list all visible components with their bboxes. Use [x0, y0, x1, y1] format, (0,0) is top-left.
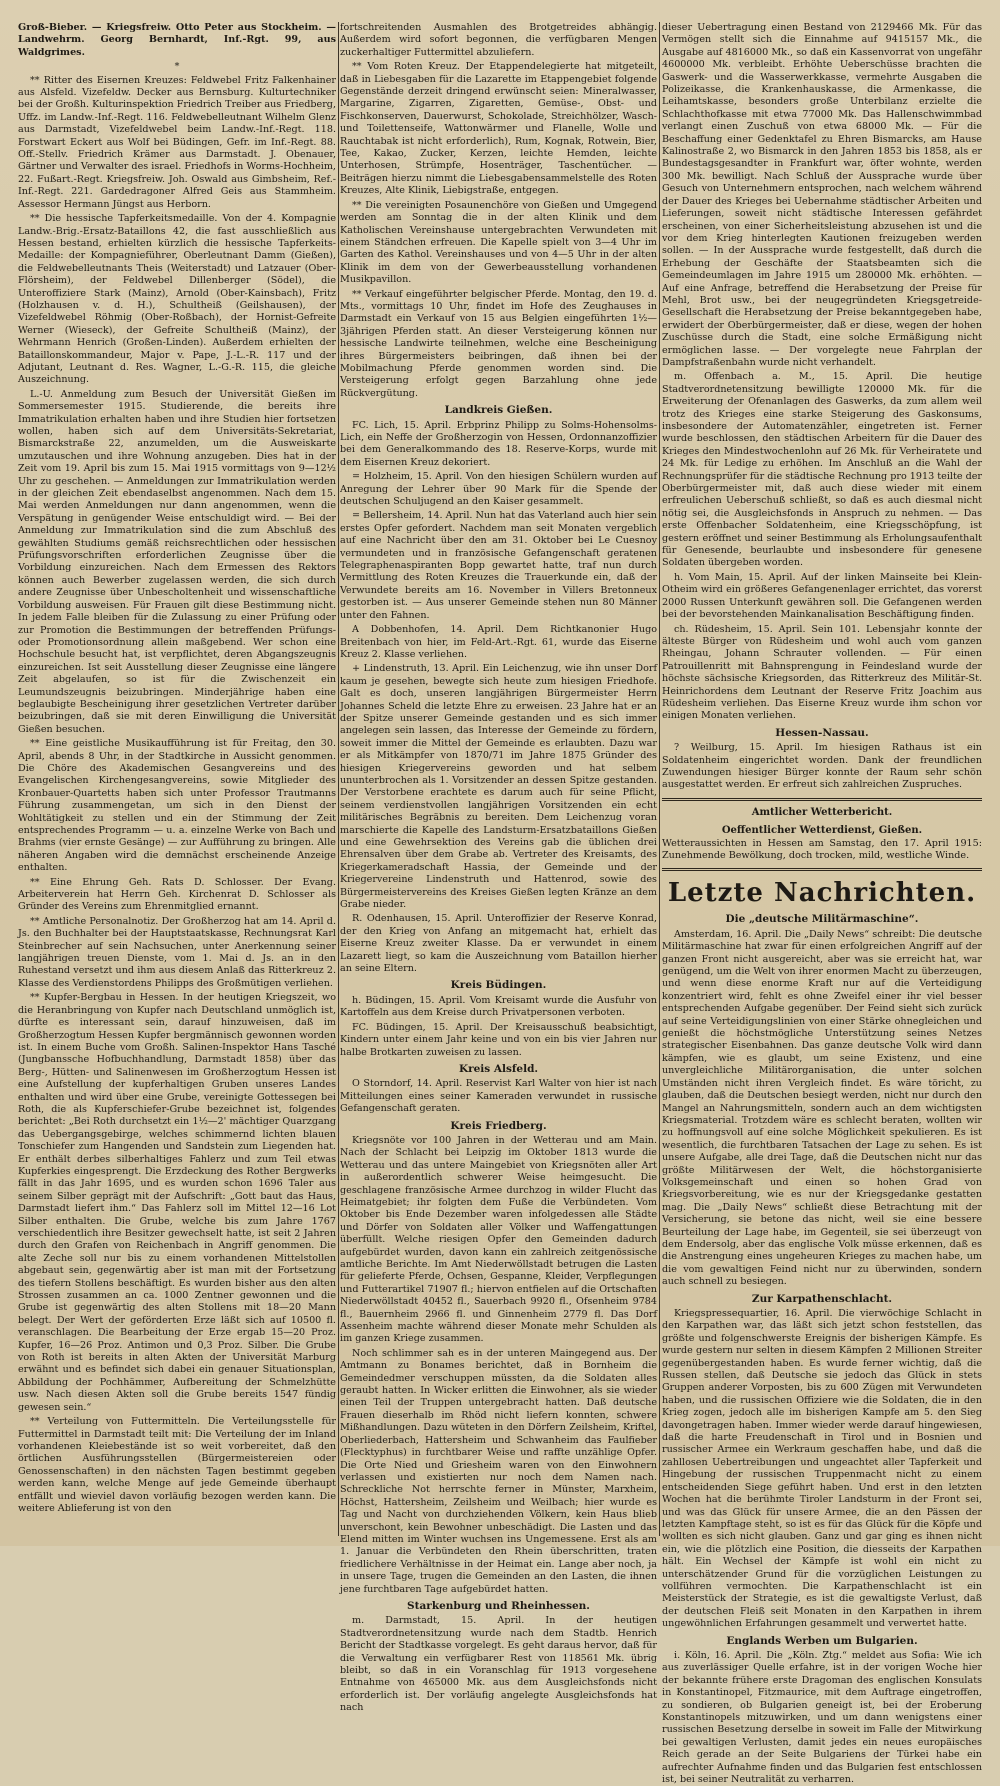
section-heading: Zur Karpathenschlacht.: [751, 1292, 893, 1305]
article-text: L.-U. Anmeldung zum Besuch der Universität Gießen im Sommersemester 1915. Studierende, die bereits ihre Immatrikulation erhalten haben und ihre Studien hier fortsetzen wollen, haben sich auf dem Universitäts-Sekretariat, Bismarckstraße 22, anzumelden, um die Ausweiskarte umzutauschen und ihre Wohnung anzugeben. Dies hat in der Zeit vom 19. April bis zum 15. Mai 1915 vormittags von 9—12½ Uhr zu geschehen. — Anmeldungen zur Immatrikulation werden in der gleichen Zeit ebendaselbst angenommen. Nach dem 15. Mai werden Anmeldungen nur dann angenommen, wenn die Verspätung in genügender Weise entschuldigt wird. — Bei der Anmeldung zur Immatrikulation sind die zum Abschluß des gewählten Studiums gemäß reichsrechtlichen oder hessischen Prüfungsvorschriften erforderlichen Zeugnisse über die Vorbildung einzureichen. Nach dem Ermessen des Rektors können auch Bewerber zugelassen werden, die sich durch andere Zeugnisse über Unbescholtenheit und wissenschaftliche Vorbildung ausweisen. Für Frauen gilt diese Bestimmung nicht. In jedem Falle bleiben für die Zulassung zu einer Prüfung oder zur Promotion die Bestimmungen der betreffenden Prüfungs- oder Promotionsordnung allein maßgebend. Wer schon eine Hochschule besucht hat, ist verpflichtet, deren Abgangszeugnis einzureichen. Ist seit Ausstellung dieser Zeugnisse eine längere Zeit abgelaufen, so ist für die Zwischenzeit ein Leumundszeugnis beizubringen. Minderjährige haben eine beglaubigte Bescheinigung ihrer gesetzlichen Vertreter darüber beizubringen, daß sie mit deren Einwilligung die Universität Gießen besuchen.: [18, 388, 336, 735]
article-text: R. Odenhausen, 15. April. Unteroffizier der Reserve Konrad, der den Krieg von Anfang an mitgemacht hat, erhielt das Eiserne Kreuz zweiter Klasse. Da er verwundet in einem Lazarett liegt, so kam die Auszeichnung vom Bataillon hierher an seine Eltern.: [340, 913, 657, 975]
latest-news-heading: Letzte Nachrichten.: [667, 878, 977, 909]
weather-report-subtitle: Oeffentlicher Wetterdienst, Gießen.: [721, 825, 923, 837]
article-text: + Lindenstruth, 13. April. Ein Leichenzug, wie ihn unser Dorf kaum je gesehen, bewegte sich heute zum hiesigen Friedhofe. Galt es doch, unseren langjährigen Bürgermeister Herrn Johannes Scheld die letzte Ehre zu erweisen. 23 Jahre hat er an der Spitze unserer Gemeinde gestanden und es sich immer angelegen sein lassen, das Interesse der Gemeinde zu fördern, soweit immer die Mittel der Gemeinde es erlaubten. Dazu war er als Mitkämpfer von 1870/71 im Jahre 1875 Gründer des hiesigen Kriegervereins geworden und hat selbem ununterbrochen als 1. Vorsitzender an dessen Spitze gestanden. Der Verstorbene erachtete es darum auch für seine Pflicht, seinem verdienstvollen langjährigen Vorsitzenden ein echt militärisches Begräbnis zu bereiten. Dem Leichenzug voran marschierte die Kapelle des Landsturm-Ersatzbataillons Gießen und eine Gewehrsektion des Vereins gab die üblichen drei Ehrensalven über dem Grabe ab. Vertreter des Kreisamts, des Kriegerkameradschaft Hassia, der Gemeinde und der Kriegervereine Lindenstruth und Hattenrod, sowie des Bürgermeistervereins des Kreises Gießen legten Kränze an dem Grabe nieder.: [340, 663, 657, 911]
article-text: ** Eine Ehrung Geh. Rats D. Schlosser. Der Evang. Arbeiterverein hat Herrn Geh. Kirchenrat D. Schlosser als Gründer des Vereins zum Ehrenmitglied ernannt.: [18, 876, 336, 913]
article-text: O Storndorf, 14. April. Reservist Karl Walter von hier ist nach Mitteilungen eines seiner Kameraden verwundet in russische Gefangenschaft geraten.: [340, 1078, 657, 1115]
section-heading: Kreis Friedberg.: [450, 1119, 547, 1132]
article-text: Noch schlimmer sah es in der unteren Maingegend aus. Der Amtmann zu Bonames berichtet, daß in Bornheim die Gemeindedmer verschuppen müssten, da die Soldaten alles geraubt hatten. In Wicker erlitten die Einwohner, als sie wieder einen Teil der Truppen untergebracht hatten. Daß deutsche Frauen dieserhalb im Rhöd nicht liefern konnten, schwere Mißhandlungen. Dazu wüteten in den Dörfern Zeilsheim, Kriftel, Oberliederbach, Hattersheim und Schwanheim das Faulfieber (Flecktyphus) in furchtbarer Weise und raffte unzählige Opfer. Die Orte Nied und Griesheim waren von den Einwohnern verlassen und existierten nur noch dem Namen nach. Schreckliche Not herrschte ferner in Münster, Marxheim, Höchst, Hattersheim, Zeilsheim und Weilbach; hier wurde es Tag und Nacht von durchziehenden Völkern, kein Haus blieb unverschont, kein Bewohner unbeschädigt. Die Lasten und das Elend mitten im Winter wuchsen ins Ungemessene. Erst als am 1. Januar die Verbündeten den Rhein überschritten, traten friedlichere Verhältnisse in der Heimat ein. Lange aber noch, ja in unsere Tage, trugen die Gemeinden an den Lasten, die ihnen jene furchtbaren Tage aufgebürdet hatten.: [340, 1347, 657, 1595]
separator-star: *: [174, 61, 180, 73]
article-text: ** Verteilung von Futtermitteln. Die Verteilungsstelle für Futtermittel in Darmstadt teilt mit: Die Verteilung der im Inland vorhandenen Kleiebestände ist so weit vorbereitet, daß den örtlichen Ausführungsstellen (Bürgermeistereien oder Genossenschaften) in den nächsten Tagen bestimmt gegeben werden kann, welche Menge auf jede Gemeinde überhaupt entfällt und wieviel davon vorläufig bezogen werden kann. Die weitere Ablieferung ist von den: [18, 1416, 336, 1514]
article-text: Groß-Bieber. — Kriegsfreiw. Otto Peter aus Stockheim. — Landwehrm. Georg Bernhardt, Inf.-Rgt. 99, aus Waldgrimes.: [18, 22, 336, 58]
article-text: FC. Büdingen, 15. April. Der Kreisausschuß beabsichtigt, Kindern unter einem Jahr keine und von ein bis vier Jahren nur halbe Brotkarten zuweisen zu lassen.: [340, 1021, 657, 1058]
column-left: [18, 22, 336, 1538]
divider: [662, 868, 982, 871]
section-heading: Englands Werben um Bulgarien.: [726, 1634, 918, 1647]
article-text: A Dobbenhofen, 14. April. Dem Richtkanonier Hugo Breitenbach von hier, im Feld-Art.-Rgt. 61, wurde das Eiserne Kreuz 2. Klasse verliehen.: [340, 624, 657, 660]
column-middle: [340, 22, 657, 1714]
article-text: fortschreitenden Ausmahlen des Brotgetreides abhängig. Außerdem wird sofort begonnen, die verfügbaren Mengen zuckerhaltiger Futtermittel abzuliefern.: [340, 22, 657, 58]
article-text: ** Die vereinigten Posaunenchöre von Gießen und Umgegend werden am Sonntag die in der alten Klinik und dem Katholischen Vereinshause untergebrachten Verwundeten mit einem Ständchen erfreuen. Die Kapelle spielt von 3—4 Uhr im Garten des Kathol. Vereinshauses und von 4—5 Uhr in der alten Klinik im dem von der Gewerbeausstellung vorhandenen Musikpavillon.: [340, 199, 657, 286]
section-heading: Die „deutsche Militärmaschine“.: [725, 913, 919, 926]
column-rule: [338, 22, 339, 1536]
article-text: ch. Rüdesheim, 15. April. Sein 101. Lebensjahr konnte der älteste Bürger von Rüdesheim und wohl auch vom ganzen Rheingau, Johann Schrauter vollenden. — Für einen Patrouillenritt mit Bahnsprengung in Feindesland wurde der höchste sächsische Kriegsorden, das Ritterkreuz des Militär-St. Heinrichordens dem Leutnant der Reserve Fritz Joachim aus Rüdesheim verliehen. Das Eiserne Kreuz wurde ihm schon vor einigen Monaten verliehen.: [662, 623, 982, 722]
article-text: ** Kupfer-Bergbau in Hessen. In der heutigen Kriegszeit, wo die Heranbringung von Kupfer nach Deutschland unmöglich ist, dürfte es interessant sein, darauf hinzuweisen, daß im Großherzogtum Hessen Kupfer bergmännisch gewonnen worden ist. In einem Buche vom Großh. Salinen-Inspektor Hans Tasché (Jungbanssche Hofbuchhandlung, Darmstadt 1858) über das Berg-, Hütten- und Salinenwesen im Großherzogtum Hessen ist eine Aufstellung der kupferhaltigen Gruben unseres Landes enthalten und wird über eine Grube, vereinigte Gottessegen bei Roth, die als Kupferschiefer-Grube bezeichnet ist, folgendes berichtet: „Bei Roth durchsetzt ein 1½—2' mächtiger Quarzgang das Uebergangsgebirge, welches schimmernd lichten blauen Tonschiefer zum Hangenden und Sandstein zum Liegenden hat. Er enthält derbes silberhaltiges Fahlerz und zum Teil etwas Kupferkies eingesprengt. Die Erzdeckung des Rother Bergwerks fällt in das Jahr 1695, und es wurden schon 1696 Taler aus seinem Silber geprägt mit der Aufschrift: „Gott baut das Haus, Darmstadt liefert ihm.“ Das Fahlerz soll im Mittel 12—16 Lot Silber enthalten. Die Grube, welche bis zum Jahre 1767 verschiedentlich ihre Besitzer gewechselt hatte, ist seit 2 Jahren durch den Grafen von Reichenbach in Angriff genommen. Die alte Zeche soll nur bis zu einem vorhandenen Mittelstollen abgebaut sein, gegenwärtig aber ist man mit der Fortsetzung des tiefern Stollens beschäftigt. Es wurden bisher aus den alten Strossen zusammen an ca. 1000 Zentner gewonnen und die Grube ist gegenwärtig des alten Stollens mit 18—20 Mann belegt. Der Wert der geförderten Erze läßt sich auf 10500 fl. veranschlagen. Die Bearbeitung der Erze ergab 15—20 Proz. Kupfer, 16—26 Proz. Antimon und 0,3 Proz. Silber. Die Grube von Roth ist bereits in alten Akten der Universität Marburg erwähnt und es befindet sich dabei ein genauer Situationsplan, Abbildung der Pochhämmer, Aufbereitung der Schmelzhütte usw. Nach diesen Akten soll die Grube bereits 1547 fündig gewesen sein.“: [18, 992, 336, 1413]
article-text: = Holzheim, 15. April. Von den hiesigen Schülern wurden auf Anregung der Lehrer über 90 Mark für die Spende der deutschen Schuljugend an den Kaiser gesammelt.: [340, 471, 657, 508]
article-text: = Bellersheim, 14. April. Nun hat das Vaterland auch hier sein erstes Opfer gefordert. Nachdem man seit Monaten vergeblich auf eine Nachricht über den am 31. Oktober bei Le Cuesnoy vermundeten und in französische Gefangenschaft geratenen Telegraphenaspiranten Bopp gewartet hatte, traf nun durch Vermittlung des Roten Kreuzes die Trauerkunde ein, daß der Verwundete bereits am 16. November in Villers Bretonneux gestorben ist. — Aus unserer Gemeinde stehen nun 80 Männer unter den Fahnen.: [340, 510, 657, 621]
weather-report-text: Wetteraussichten in Hessen am Samstag, den 17. April 1915: Zunehmende Bewölkung, doch trocken, mild, westliche Winde.: [662, 837, 982, 861]
article-text: Amsterdam, 16. April. Die „Daily News“ schreibt: Die deutsche Militärmaschine hat zwar für einen erfolgreichen Angriff auf der ganzen Front nicht ausgereicht, aber was sie erreicht hat, war genügend, um die Welt von ihrer enormen Macht zu überzeugen, und wenn diese enorme Kraft nur auf die Verteidigung konzentriert wird, fehlt es ohne Zweifel einer ihr viel besser entsprechenden Aufgabe gegenüber. Der Feind sieht sich zurück auf seine Verteidigungslinien von einer Stärke ohnegleichen und genießt die höchstmögliche Unterstützung seines Netzes strategischer Eisenbahnen. Das ganze deutsche Volk wird dann kämpfen, wie es glaubt, um seine Existenz, und eine unvergleichliche Militärorganisation, die unter solchen Umständen nicht ihren Vergleich findet. Es wäre töricht, zu glauben, daß die Deutschen besiegt werden, nicht nur durch den Mangel an Nahrungsmitteln, sondern auch an dem wichtigsten Kriegsmaterial. Trotzdem wäre es schlecht beraten, wollten wir zu hoffnungsvoll auf eine solche Möglichkeit spekulieren. Es ist wesentlich, die furchtbaren Tatsachen der Lage zu sehen. Es ist unsere Aufgabe, alle drei Tage, daß die Deutschen nicht nur das größte Militärwesen der Welt, die höchstorganisierte Volksgemeinschaft und einen so hohen Grad von Kriegsvorbereitung, wie es nur der Kriegsgedanke gestatten mag. Die „Daily News“ schließt diese Betrachtung mit der Versicherung, sie betone das nicht, weil sie eine bessere Beurteilung der Lage habe, im Gegenteil, sie sei überzeugt von dem Endersolg, aber das englische Volk müsse erkennen, daß es die Anstrengung eines ungeheuren Krieges zu machen habe, um die vom gewaltigen Feind nicht nur zu überwinden, sondern auch schnell zu besiegen.: [662, 928, 982, 1288]
article-text: m. Darmstadt, 15. April. In der heutigen Stadtverordnetensitzung wurde nach dem Stadtb. Henrich Bericht der Stadtkasse vorgelegt. Es geht daraus hervor, daß für die Verwaltung ein verfügbarer Rest von 118561 Mk. übrig bleibt, so daß in ein Voranschlag für 1913 vorgesehene Entnahme von 465000 Mk. aus dem Ausgleichsfonds nicht erforderlich ist. Der vorläufig angelegte Ausgleichsfonds hat nach: [340, 1615, 657, 1714]
article-text: h. Vom Main, 15. April. Auf der linken Mainseite bei Klein-Otheim wird ein größeres Gefangenenlager errichtet, das vorerst 2000 Russen Unterkunft gewähren soll. Die Gefangenen werden bei der bevorstehenden Mainkanalisation Beschäftigung finden.: [662, 571, 982, 621]
article-text: dieser Uebertragung einen Bestand von 2129466 Mk. Für das Vermögen stellt sich die Einnahme auf 9415157 Mk., die Ausgabe auf 4816000 Mk., so daß ein Kassenvorrat von ungefähr 4600000 Mk. verbleibt. Erhöhte Ueberschüsse brachten die Gaswerk- und die Wasserwerkkasse, vermehrte Ausgaben die Polizeikasse, die Krankenhauskasse, die Armenkasse, die Leihamtskasse, besonders große Unterbilanz erzielte die Schlachthofkasse mit etwa 77000 Mk. Das Hallenschwimmbad verlangt einen Zuschuß von etwa 68000 Mk. — Für die Beschaffung einer Gedenktafel zu Ehren Bismarcks, am Hause Kalinostraße 2, wo Bismarck in den Jahren 1853 bis 1858, als er Bundestagsgesandter in Frankfurt war, öfter wohnte, werden 300 Mk. bewilligt. Nach Schluß der Aussprache wurde über Gesuch von Unternehmern entsprochen, nach welchem während der Dauer des Krieges bei Uebernahme städtischer Arbeiten und Lieferungen, soweit nicht städtische Interessen gefährdet erscheinen, von einer Sicherheitsleistung abzusehen ist und die vor dem Krieg hinterlegten Kautionen freizugeben werden sollen. — In der Aussprache wurde festgestellt, daß durch die Erhebung der Geschäfte der Staatsbeamten sich die Gemeindeumlagen im Jahre 1915 um 280000 Mk. erhöhten. — Auf eine Anfrage, betreffend die Herabsetzung der Preise für Mehl, Brot usw., bei der neugegründeten Kriegsgetreide-Gesellschaft die Herabsetzung der Preise bekanntgegeben habe, erwidert der Oberbürgermeister, daß er diese, wegen der hohen Zuschüsse durch die Stadt, eine solche Ermäßigung nicht ermöglichen lasse. — Der vorgelegte neue Fahrplan der Dampfstraßenbahn wurde nicht verhandelt.: [662, 22, 982, 368]
article-text: Kriegspressequartier, 16. April. Die vierwöchige Schlacht in den Karpathen war, das läßt sich jetzt schon feststellen, das größte und folgenschwerste Ereignis der bisherigen Kämpfe. Es wurde gestern nur selten in diesem Kämpfen 2 Millionen Streiter gegenübergestanden haben. Es wurde ferner wichtig, daß die Russen stellen, daß Deutsche sie jedoch das Glück in stets Gruppen anderer Vorposten, bis zu 600 Zügen mit Verwundeten haben, und die russischen Offiziere wie die Soldaten, die in den Krieg zogen, jedoch alle im bisherigen Kampfe am 5. den Sieg davongetragen haben. Immer wieder werde darauf hingewiesen, daß die harte Freudenschaft in Tirol und in Bosnien und russischer Armee ein Werkraum geschaffen habe, und daß die zahllosen Uebertreibungen und ungeachtet aller Tapferkeit und Hingebung der russischen Truppenmacht nicht zu einem entscheidenden Siege geführt haben. Und erst in den letzten Wochen hat die berühmte Tiroler Landsturm in der Front sei, und was das Glück für unsere Armee, die an den Pässen der letzten Kampftage steht, so ist es für das Glück für die Köpfe und wollten es sich nicht glauben. Ganz und gar ging es ihnen nicht ein, wie die plötzlich eine Position, die diesseits der Karpathen hält. Ein Wechsel der Kämpfe ist wohl ein nicht zu unterschätzender Grund für die vorzüglichen Leistungen zu vollführen vermochten. Die Karpathenschlacht ist ein Meisterstück der Strategie, es ist die gewaltigste Verlust, daß der deutschen Fleiß seit Monaten in den Karpathen in ihrem ungewöhnlichen Erfahrungen gesammelt und verwertet hatte.: [662, 1308, 982, 1630]
article-text: h. Büdingen, 15. April. Vom Kreisamt wurde die Ausfuhr von Kartoffeln aus dem Kreise durch Privatpersonen verboten.: [340, 994, 657, 1019]
article-text: ** Eine geistliche Musikaufführung ist für Freitag, den 30. April, abends 8 Uhr, in der Stadtkirche in Aussicht genommen. Die Chöre des Akademischen Gesangvereins und des Evangelischen Kirchengesangvereins, sowie Mitglieder des Kronbauer-Quartetts haben sich unter Professor Trautmanns Führung zusammengetan, um sich in den Dienst der Wohltätigkeit zu stellen und ein der Stimmung der Zeit entsprechendes Programm — u. a. einzelne Werke von Bach und Brahms (vier ernste Gesänge) — zur Aufführung zu bringen. Alle näheren Angaben wird die demnächst erscheinende Anzeige enthalten.: [18, 738, 336, 874]
divider: [662, 798, 982, 801]
article-text: Kriegsnöte vor 100 Jahren in der Wetterau und am Main. Nach der Schlacht bei Leipzig im Oktober 1813 wurde die Wetterau und das untere Maingebiet von Kriegsnöten aller Art in außerordentlich schwerer Weise heimgesucht. Die geschlagene französische Armee durchzog in wilder Flucht das Heimatgebiet; ihr folgten dem Fuße die Verbündeten. Vom Oktober bis Ende Dezember waren infolgedessen alle Städte und Dörfer von Soldaten aller Völker und Waffengattungen überfüllt. Welche riesigen Opfer den Gemeinden dadurch aufgebürdet wurden, davon kann ein zahlreich zeitgenössische amtliche Berichte. Im Amt Niederwöllstadt betrugen die Lasten für gelieferte Pferde, Ochsen, Gespanne, Kleider, Verpflegungen und Futterartikel 71907 fl.; hiervon entfielen auf die Ortschaften Niederwöllstadt 40452 fl., Sauerbach 9920 fl., Ofsenheim 9784 fl., Bauernheim 2966 fl. und Ginnenheim 2779 fl. Das Dorf Assenheim machte während dieser Monate mehr Schulden als im ganzen Kriege zusammen.: [340, 1134, 657, 1345]
section-heading: Hessen-Nassau.: [775, 726, 869, 739]
article-text: ? Weilburg, 15. April. Im hiesigen Rathaus ist ein Soldatenheim eingerichtet worden. Dank der freundlichen Zuwendungen hiesiger Bürger konnte der Raum sehr schön ausgestattet werden. Er erfreut sich zahlreichen Zuspruches.: [662, 742, 982, 791]
section-heading: Kreis Alsfeld.: [458, 1062, 539, 1075]
column-rule: [659, 22, 660, 1536]
article-text: FC. Lich, 15. April. Erbprinz Philipp zu Solms-Hohensolms-Lich, ein Neffe der Großherzogin von Hessen, Ordonnanzoffizier bei dem Generalkommando des 18. Reserve-Korps, wurde mit dem Eisernen Kreuz dekoriert.: [340, 419, 657, 468]
article-text: ** Die hessische Tapferkeitsmedaille. Von der 4. Kompagnie Landw.-Brig.-Ersatz-Bataillons 42, die fast ausschließlich aus Hessen bestand, erhielten kürzlich die hessische Tapferkeits-Medaille: der Kompagnieführer, Oberleutnant Damm (Gießen), die Feldwebelleutnants Theis (Weiterstadt) und Latzauer (Ober-Flörsheim), der Feldwebel Dillenberger (Södel), die Unteroffiziere Stark (Mainz), Arnold (Ober-Kainsbach), Fritz (Holzhausen v. d. H.), Schultheiß (Geilshausen), der Vizefeldwebel Röhmig (Ober-Roßbach), der Hornist-Gefreite Werner (Wieseck), der Gefreite Schultheiß (Mainz), der Wehrmann Henrich (Großen-Linden). Außerdem erhielten der Bataillonskommandeur, Major v. Pape, J.-L.-R. 117 und der Adjutant, Leutnant d. Res. Wagner, L.-G.-R. 115, die gleiche Auszeichnung.: [18, 213, 336, 386]
article-text: i. Köln, 16. April. Die „Köln. Ztg.“ meldet aus Sofia: Wie ich aus zuverlässiger Quelle erfahre, ist in der vorigen Woche hier der bekannte frühere erste Dragoman des englischen Konsulats in Konstantinopel, Fitzmaurice, mit dem Auftrage eingetroffen, zu sondieren, ob Bulgarien geneigt ist, bei der Eroberung Konstantinopels mitzuwirken, und um dann wenigstens einer russischen Besetzung derselbe in soweit im Falle der Mitwirkung bei gewaltigen Verlusten, damit jedes ein neues europäisches Reich gerade an der Seite Bulgariens der Türkei habe ein aufrechter Aufnahme finden und das Bulgarien fest entschlossen ist, bei seiner Neutralität zu verharren.: [662, 1649, 982, 1786]
section-heading: Starkenburg und Rheinhessen.: [407, 1599, 590, 1612]
article-text: ** Amtliche Personalnotiz. Der Großherzog hat am 14. April d. Js. den Buchhalter bei der Hauptstaatskasse, Rechnungsrat Karl Steinbrecher auf sein Nachsuchen, unter Anerkennung seiner langjährigen treuen Dienste, vom 1. Mai d. Js. an in den Ruhestand versetzt und ihm aus diesem Anlaß das Ritterkreuz 2. Klasse des Verdienstordens Philipps des Großmütigen verliehen.: [18, 915, 336, 989]
weather-report-title: Amtlicher Wetterbericht.: [751, 806, 893, 818]
article-text: m. Offenbach a. M., 15. April. Die heutige Stadtverordnetensitzung bewilligte 120000 Mk. für die Erweiterung der Ofenanlagen des Gaswerks, da zum allem weil trotz des Krieges eine starke Steigerung des Gaskonsums, insbesondere der Automatenzähler, eingetreten ist. Ferner wurde beschlossen, den städtischen Arbeitern für die Dauer des Krieges den Mindestwochenlohn auf 26 Mk. für Verheiratete und 24 Mk. für Ledige zu erhöhen. Im Anschluß an die Wahl der Rechnungsprüfer für die städtische Rechnung pro 1913 teilte der Oberbürgermeister mit, daß auch diese wieder mit einem erfreulichen Ueberschuß schließt, so daß es auch diesmal nicht nötig sei, die Ausgleichsfonds in Anspruch zu nehmen. — Das erste Offenbacher Soldatenheim, eine Kriegsschöpfung, ist gestern eröffnet und seiner Bestimmung als Erholungsaufenthalt für Genesende, beurlaubte und insbesondere für genesene Soldaten übergeben worden.: [662, 371, 982, 569]
section-heading: Kreis Büdingen.: [450, 979, 547, 992]
column-right: [662, 22, 982, 1786]
article-text: ** Vom Roten Kreuz. Der Etappendelegierte hat mitgeteilt, daß in Liebesgaben für die Lazarette im Etappengebiet folgende Gegenstände derzeit dringend erwünscht seien: Mineralwasser, Margarine, Zigarren, Zigaretten, Gemüse-, Obst- und Fischkonserven, Dauerwurst, Schokolade, Streichhölzer, Wasch- und Toilettenseife, Wattonwärmer und Flanelle, Wolle und Rauchtabak ist nicht erforderlich), Rum, Kognak, Rotwein, Bier, Tee, Kakao, Zucker, Kerzen, leichte Hemden, leichte Unterhosen, Strümpfe, Hosenträger, Taschentücher. — Beiträgen hierzu nimmt die Liebesgabensammelstelle des Roten Kreuzes, Alte Klinik, Liebigstraße, entgegen.: [340, 61, 657, 197]
article-text: ** Ritter des Eisernen Kreuzes: Feldwebel Fritz Falkenhainer aus Alsfeld. Vizefeldw. Decker aus Bernsburg. Kulturtechniker bei der Großh. Kulturinspektion Friedrich Treiber aus Friedberg, Uffz. im Landw.-Inf.-Regt. 116. Feldwebelleutnant Wilhelm Glenz aus Darmstadt, Vizefeldwebel beim Landw.-Inf.-Regt. 118. Forstwart Eckert aus Wolf bei Büdingen, Gefr. im Inf.-Regt. 88. Off.-Stellv. Friedrich Krämer aus Darmstadt. J. Obenauer, Gärtner und Verwalter des israel. Friedhofs in Worms-Hochheim, 22. Fußart.-Regt. Kriegsfreiw. Joh. Oswald aus Gimbsheim, Ref.-Inf.-Regt. 221. Gardedragoner Alfred Geis aus Stammheim. Assessor Hermann Jüngst aus Herborn.: [18, 74, 336, 210]
section-heading: Landkreis Gießen.: [444, 404, 553, 417]
article-text: ** Verkauf eingeführter belgischer Pferde. Montag, den 19. d. Mts., vormittags 10 Uhr, findet im Hofe des Zeughauses in Darmstadt ein Verkauf von 15 aus Belgien eingeführten 1½—3jährigen Pferden statt. An dieser Versteigerung können nur hessische Landwirte teilnehmen, welche eine Bescheinigung ihres Bürgermeisters beibringen, daß ihnen bei der Mobilmachung Pferde genommen worden sind. Die Versteigerung erfolgt gegen Barzahlung ohne jede Rückvergütung.: [340, 288, 657, 399]
